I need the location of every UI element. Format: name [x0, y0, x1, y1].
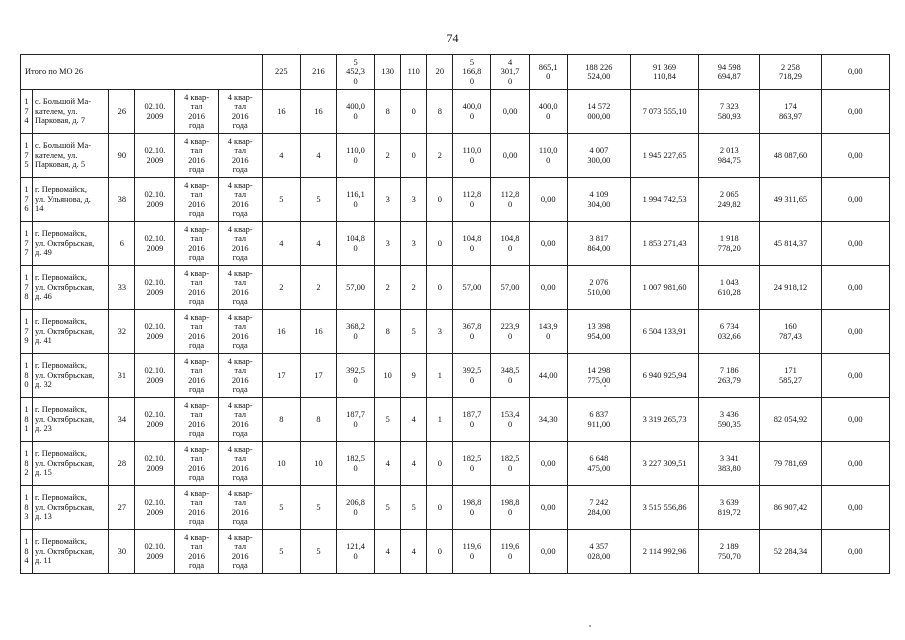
data-cell: 16 [262, 310, 300, 354]
data-cell: 2 [262, 266, 300, 310]
data-cell: 2 [427, 134, 453, 178]
data-cell: 4 квар- тал 2016 года [218, 354, 262, 398]
data-cell: 5 [262, 486, 300, 530]
data-cell: 110,0 0 [453, 134, 491, 178]
data-cell: 400,0 0 [453, 90, 491, 134]
row-number: 1 7 8 [21, 266, 33, 310]
address-cell: г. Первомайск, ул. Октябрьская, д. 15 [33, 442, 109, 486]
data-cell: 02.10. 2009 [135, 222, 175, 266]
data-cell: 13 398 954,00 [567, 310, 630, 354]
data-cell: 104,8 0 [337, 222, 375, 266]
data-cell: 400,0 0 [337, 90, 375, 134]
data-cell: 119,6 0 [491, 530, 529, 574]
data-cell: 14 572 000,00 [567, 90, 630, 134]
data-cell: 4 [375, 442, 401, 486]
data-cell: 3 319 265,73 [630, 398, 698, 442]
data-cell: 10 [262, 442, 300, 486]
data-cell: 1 994 742,53 [630, 178, 698, 222]
total-cell: 130 [375, 55, 401, 90]
data-cell: 34,30 [529, 398, 567, 442]
table-row [21, 178, 890, 222]
address-cell: г. Первомайск, ул. Октябрьская, д. 32 [33, 354, 109, 398]
data-cell: 4 квар- тал 2016 года [175, 486, 218, 530]
data-cell: 16 [300, 90, 336, 134]
data-cell: 7 073 555,10 [630, 90, 698, 134]
data-cell: 3 817 864,00 [567, 222, 630, 266]
data-cell: 44,00 [529, 354, 567, 398]
data-cell: 3 [401, 222, 427, 266]
address-cell: с. Большой Ма- кателем, ул. Парковая, д. 7 [33, 90, 109, 134]
data-cell: 3 [401, 178, 427, 222]
data-cell: 143,9 0 [529, 310, 567, 354]
data-cell: 02.10. 2009 [135, 530, 175, 574]
data-cell: 57,00 [337, 266, 375, 310]
page-number: 74 [446, 31, 459, 45]
address-cell: г. Первомайск, ул. Октябрьская, д. 23 [33, 398, 109, 442]
data-cell: 4 357 028,00 [567, 530, 630, 574]
data-cell: 30 [109, 530, 135, 574]
table-row [21, 134, 890, 178]
data-cell: 34 [109, 398, 135, 442]
data-cell: 8 [427, 90, 453, 134]
data-cell: 0 [427, 486, 453, 530]
total-cell: 5 166,8 0 [453, 55, 491, 90]
row-number: 1 7 9 [21, 310, 33, 354]
data-cell: 1 [427, 398, 453, 442]
data-cell: 0 [427, 222, 453, 266]
data-cell: 0,00 [821, 354, 889, 398]
data-cell: 348,5 0 [491, 354, 529, 398]
data-cell: 02.10. 2009 [135, 178, 175, 222]
data-cell: 5 [262, 530, 300, 574]
total-row [21, 55, 890, 90]
data-cell: 4 квар- тал 2016 года [175, 134, 218, 178]
data-cell: 5 [300, 530, 336, 574]
address-cell: с. Большой Ма- кателем, ул. Парковая, д. 5 [33, 134, 109, 178]
data-cell: 3 [375, 178, 401, 222]
data-cell: 1 945 227,65 [630, 134, 698, 178]
data-cell: 110,0 0 [529, 134, 567, 178]
data-cell: 3 436 590,35 [699, 398, 760, 442]
data-cell: 104,8 0 [491, 222, 529, 266]
data-cell: 0 [427, 266, 453, 310]
data-cell: 4 квар- тал 2016 года [175, 310, 218, 354]
table-row [21, 486, 890, 530]
data-cell: 6 504 133,91 [630, 310, 698, 354]
data-cell: 367,8 0 [453, 310, 491, 354]
data-cell: 0 [401, 90, 427, 134]
data-cell: 160 787,43 [760, 310, 821, 354]
data-cell: 6 837 911,00 [567, 398, 630, 442]
data-cell: 02.10. 2009 [135, 90, 175, 134]
total-cell: 0,00 [821, 55, 889, 90]
table-row [21, 266, 890, 310]
data-cell: 0,00 [529, 222, 567, 266]
data-cell: 392,5 0 [337, 354, 375, 398]
data-cell: 4 квар- тал 2016 года [175, 442, 218, 486]
data-cell: 0,00 [529, 442, 567, 486]
data-cell: 48 087,60 [760, 134, 821, 178]
data-cell: 49 311,65 [760, 178, 821, 222]
total-cell: 4 301,7 0 [491, 55, 529, 90]
data-cell: 0,00 [491, 90, 529, 134]
data-cell: 4 [401, 398, 427, 442]
data-cell: 3 [427, 310, 453, 354]
data-cell: 3 341 383,80 [699, 442, 760, 486]
data-cell: 0,00 [821, 222, 889, 266]
data-cell: 4 квар- тал 2016 года [218, 310, 262, 354]
data-cell: 2 076 510,00 [567, 266, 630, 310]
data-cell: 4 квар- тал 2016 года [218, 90, 262, 134]
data-cell: 26 [109, 90, 135, 134]
data-cell: 7 186 263,79 [699, 354, 760, 398]
data-cell: 0 [427, 530, 453, 574]
data-cell: 7 242 284,00 [567, 486, 630, 530]
data-cell: 10 [300, 442, 336, 486]
data-cell: 02.10. 2009 [135, 310, 175, 354]
data-cell: 3 227 309,51 [630, 442, 698, 486]
data-cell: 33 [109, 266, 135, 310]
data-cell: 2 114 992,96 [630, 530, 698, 574]
table-row [21, 398, 890, 442]
address-cell: г. Первомайск, ул. Октябрьская, д. 46 [33, 266, 109, 310]
data-cell: 400,0 0 [529, 90, 567, 134]
data-cell: 182,5 0 [337, 442, 375, 486]
data-cell: 0 [427, 178, 453, 222]
row-number: 1 7 5 [21, 134, 33, 178]
data-cell: 174 863,97 [760, 90, 821, 134]
data-cell: 2 [375, 266, 401, 310]
address-cell: г. Первомайск, ул. Октябрьская, д. 49 [33, 222, 109, 266]
data-cell: 02.10. 2009 [135, 354, 175, 398]
total-cell: 20 [427, 55, 453, 90]
data-cell: 1 043 610,28 [699, 266, 760, 310]
data-cell: 368,2 0 [337, 310, 375, 354]
data-cell: 90 [109, 134, 135, 178]
data-cell: 3 [375, 222, 401, 266]
data-cell: 182,5 0 [453, 442, 491, 486]
data-cell: 187,7 0 [453, 398, 491, 442]
data-cell: 4 квар- тал 2016 года [175, 398, 218, 442]
data-cell: 0,00 [821, 310, 889, 354]
data-cell: 4 квар- тал 2016 года [218, 134, 262, 178]
data-cell: 3 639 819,72 [699, 486, 760, 530]
data-cell: 153,4 0 [491, 398, 529, 442]
data-cell: 0,00 [529, 486, 567, 530]
data-cell: 171 585,27 [760, 354, 821, 398]
row-number: 1 7 4 [21, 90, 33, 134]
data-cell: 16 [262, 90, 300, 134]
data-cell: 17 [300, 354, 336, 398]
row-number: 1 8 2 [21, 442, 33, 486]
data-cell: 0,00 [821, 398, 889, 442]
data-cell: 198,8 0 [453, 486, 491, 530]
data-cell: 52 284,34 [760, 530, 821, 574]
data-cell: 4 [300, 222, 336, 266]
data-cell: 2 [300, 266, 336, 310]
data-cell: 4 квар- тал 2016 года [175, 530, 218, 574]
data-cell: 0 [401, 134, 427, 178]
data-cell: 5 [375, 486, 401, 530]
data-cell: 5 [300, 178, 336, 222]
data-cell: 0,00 [821, 134, 889, 178]
data-cell: 4 007 300,00 [567, 134, 630, 178]
data-cell: 4 [300, 134, 336, 178]
data-cell: 1 853 271,43 [630, 222, 698, 266]
data-cell: 0,00 [529, 266, 567, 310]
address-cell: г. Первомайск, ул. Октябрьская, д. 11 [33, 530, 109, 574]
data-cell: 4 квар- тал 2016 года [218, 222, 262, 266]
data-cell: 27 [109, 486, 135, 530]
data-cell: 02.10. 2009 [135, 398, 175, 442]
data-cell: 16 [300, 310, 336, 354]
data-cell: 1 918 778,20 [699, 222, 760, 266]
data-cell: 4 квар- тал 2016 года [175, 90, 218, 134]
data-cell: 182,5 0 [491, 442, 529, 486]
data-cell: 5 [401, 486, 427, 530]
table-row [21, 354, 890, 398]
data-cell: 4 квар- тал 2016 года [218, 486, 262, 530]
total-cell: 110 [401, 55, 427, 90]
row-number: 1 8 3 [21, 486, 33, 530]
data-cell: 0,00 [491, 134, 529, 178]
data-cell: 4 [401, 530, 427, 574]
data-cell: 0 [427, 442, 453, 486]
data-cell: 5 [262, 178, 300, 222]
row-number: 1 8 4 [21, 530, 33, 574]
total-row-label: Итого по МО 26 [21, 55, 263, 90]
data-cell: 4 [375, 530, 401, 574]
data-cell: 6 [109, 222, 135, 266]
data-cell: 0,00 [821, 266, 889, 310]
data-cell: 187,7 0 [337, 398, 375, 442]
data-cell: 2 [401, 266, 427, 310]
total-cell: 2 258 718,29 [760, 55, 821, 90]
data-cell: 4 квар- тал 2016 года [218, 398, 262, 442]
data-cell: 2 [375, 134, 401, 178]
data-cell: 4 [262, 134, 300, 178]
total-cell: 5 452,3 0 [337, 55, 375, 90]
data-cell: 121,4 0 [337, 530, 375, 574]
data-cell: 0,00 [821, 486, 889, 530]
data-cell: 02.10. 2009 [135, 442, 175, 486]
total-cell: 225 [262, 55, 300, 90]
data-cell: 0,00 [821, 90, 889, 134]
data-cell: 112,8 0 [491, 178, 529, 222]
data-cell: 02.10. 2009 [135, 486, 175, 530]
data-cell: 79 781,69 [760, 442, 821, 486]
data-cell: 24 918,12 [760, 266, 821, 310]
data-cell: 2 013 984,75 [699, 134, 760, 178]
data-cell: 4 квар- тал 2016 года [218, 530, 262, 574]
table-row [21, 222, 890, 266]
data-cell: 4 109 304,00 [567, 178, 630, 222]
data-cell: 28 [109, 442, 135, 486]
data-cell: 1 [427, 354, 453, 398]
data-cell: 4 квар- тал 2016 года [175, 222, 218, 266]
data-cell: 5 [375, 398, 401, 442]
data-cell: 45 814,37 [760, 222, 821, 266]
row-number: 1 8 1 [21, 398, 33, 442]
data-cell: 57,00 [491, 266, 529, 310]
total-cell: 216 [300, 55, 336, 90]
data-cell: 02.10. 2009 [135, 266, 175, 310]
data-cell: 0,00 [821, 442, 889, 486]
data-cell: 8 [300, 398, 336, 442]
data-cell: 0,00 [529, 530, 567, 574]
row-number: 1 7 6 [21, 178, 33, 222]
data-cell: 0,00 [821, 530, 889, 574]
data-cell: 8 [375, 310, 401, 354]
data-cell: 104,8 0 [453, 222, 491, 266]
data-cell: 31 [109, 354, 135, 398]
total-cell: 94 598 694,87 [699, 55, 760, 90]
row-number: 1 7 7 [21, 222, 33, 266]
data-cell: 119,6 0 [453, 530, 491, 574]
data-cell: 10 [375, 354, 401, 398]
data-cell: 5 [401, 310, 427, 354]
data-cell: 206,8 0 [337, 486, 375, 530]
data-cell: 4 квар- тал 2016 года [175, 354, 218, 398]
data-cell: 223,9 0 [491, 310, 529, 354]
data-cell: 2 065 249,82 [699, 178, 760, 222]
data-cell: 4 квар- тал 2016 года [175, 266, 218, 310]
total-cell: 91 369 110,84 [630, 55, 698, 90]
data-cell: 02.10. 2009 [135, 134, 175, 178]
address-cell: г. Первомайск, ул. Ульянова, д. 14 [33, 178, 109, 222]
data-cell: 198,8 0 [491, 486, 529, 530]
scan-speck [589, 625, 591, 627]
data-cell: 32 [109, 310, 135, 354]
data-cell: 4 квар- тал 2016 года [218, 266, 262, 310]
table-row [21, 90, 890, 134]
data-cell: 3 515 556,86 [630, 486, 698, 530]
row-number: 1 8 0 [21, 354, 33, 398]
scan-speck [604, 385, 606, 387]
housing-program-table [20, 54, 890, 574]
data-cell: 8 [262, 398, 300, 442]
data-cell: 14 298 775,00 [567, 354, 630, 398]
data-cell: 82 054,92 [760, 398, 821, 442]
data-cell: 0,00 [821, 178, 889, 222]
data-cell: 57,00 [453, 266, 491, 310]
data-cell: 4 квар- тал 2016 года [218, 442, 262, 486]
data-cell: 4 [401, 442, 427, 486]
total-cell: 865,1 0 [529, 55, 567, 90]
data-cell: 2 189 750,70 [699, 530, 760, 574]
total-cell: 188 226 524,00 [567, 55, 630, 90]
data-cell: 7 323 580,93 [699, 90, 760, 134]
data-cell: 5 [300, 486, 336, 530]
data-cell: 6 940 925,94 [630, 354, 698, 398]
data-cell: 116,1 0 [337, 178, 375, 222]
table-row [21, 530, 890, 574]
data-cell: 86 907,42 [760, 486, 821, 530]
data-cell: 110,0 0 [337, 134, 375, 178]
data-cell: 8 [375, 90, 401, 134]
data-cell: 0,00 [529, 178, 567, 222]
data-cell: 17 [262, 354, 300, 398]
data-cell: 9 [401, 354, 427, 398]
address-cell: г. Первомайск, ул. Октябрьская, д. 13 [33, 486, 109, 530]
data-cell: 4 квар- тал 2016 года [218, 178, 262, 222]
address-cell: г. Первомайск, ул. Октябрьская, д. 41 [33, 310, 109, 354]
data-cell: 6 734 032,66 [699, 310, 760, 354]
data-cell: 1 007 981,60 [630, 266, 698, 310]
table-row [21, 442, 890, 486]
data-cell: 38 [109, 178, 135, 222]
data-cell: 4 квар- тал 2016 года [175, 178, 218, 222]
data-cell: 112,8 0 [453, 178, 491, 222]
data-cell: 6 648 475,00 [567, 442, 630, 486]
data-cell: 392,5 0 [453, 354, 491, 398]
table-row [21, 310, 890, 354]
data-cell: 4 [262, 222, 300, 266]
